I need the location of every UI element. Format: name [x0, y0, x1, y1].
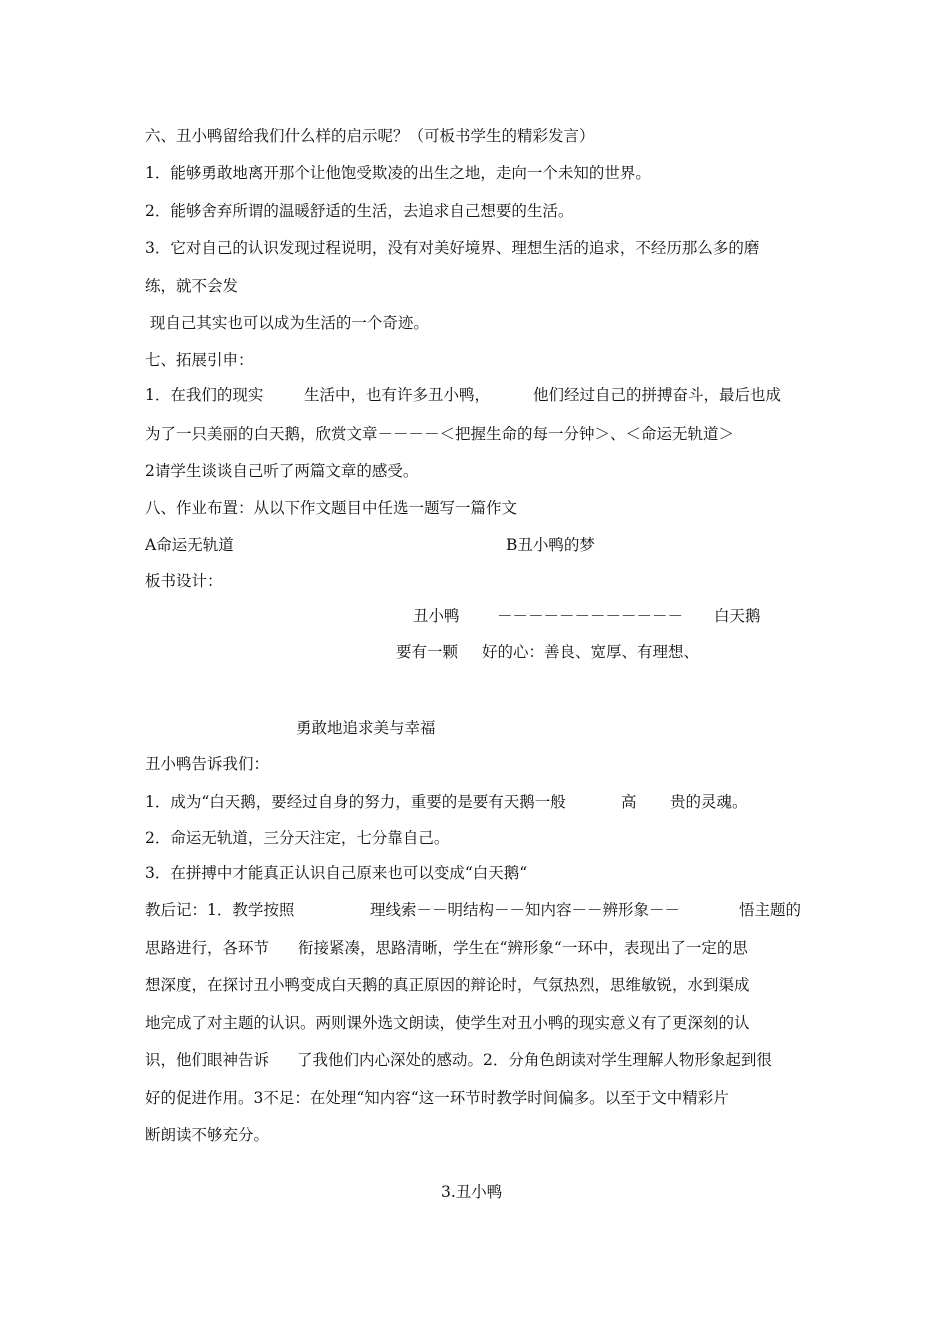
section7-item1-part2: 生活中，也有许多丑小鸭， [304, 386, 491, 404]
section6-item-1: 1．能够勇敢地离开那个让他饱受欺凌的出生之地，走向一个未知的世界。 [145, 164, 651, 182]
board-point2: 2．命运无轨道，三分天注定，七分靠自己。 [145, 829, 450, 847]
section8-heading: 八、作业布置：从以下作文题目中任选一题写一篇作文 [145, 499, 518, 517]
reflection-line5-part2: 了我他们内心深处的感动。2．分角色朗读对学生理解人物形象起到很 [297, 1051, 772, 1069]
board-point1-part2: 高 [621, 793, 637, 811]
section8-option-b: B丑小鸭的梦 [506, 536, 595, 554]
board-tell: 丑小鸭告诉我们： [145, 755, 270, 773]
section6-item-3: 3．它对自己的认识发现过程说明，没有对美好境界、理想生活的追求，不经历那么多的磨 [145, 239, 760, 257]
board-right-term: 白天鹅 [714, 607, 761, 625]
board-point3: 3．在拼搏中才能真正认识自己原来也可以变成“白天鹅“ [145, 864, 528, 882]
board-heart-part1: 要有一颗 [396, 643, 459, 661]
section7-heading: 七、拓展引申： [145, 351, 254, 369]
board-left-term: 丑小鸭 [413, 607, 460, 625]
reflection-line6: 好的促进作用。3不足：在处理“知内容“这一环节时教学时间偏多。以至于文中精彩片 [145, 1089, 729, 1107]
board-point1-part1: 1．成为“白天鹅，要经过自身的努力，重要的是要有天鹅一般 [145, 793, 566, 811]
reflection-line4: 地完成了对主题的认识。两则课外选文朗读，使学生对丑小鸭的现实意义有了更深刻的认 [145, 1014, 750, 1032]
reflection-line3: 想深度，在探讨丑小鸭变成白天鹅的真正原因的辩论时，气氛热烈，思维敏锐，水到渠成 [145, 976, 750, 994]
board-point1-part3: 贵的灵魂。 [670, 793, 748, 811]
section7-item2: 2请学生谈谈自己听了两篇文章的感受。 [145, 462, 419, 480]
reflection-line1-part3: 悟主题的 [739, 901, 802, 919]
board-heading: 板书设计： [145, 572, 223, 590]
reflection-line2-part2: 衔接紧凑，思路清晰，学生在“辨形象“一环中，表现出了一定的思 [298, 939, 748, 957]
board-heart-part2: 好的心：善良、宽厚、有理想、 [482, 643, 700, 661]
section8-option-a: A命运无轨道 [145, 536, 234, 554]
footer-title: 3.丑小鸭 [441, 1183, 503, 1201]
section7-item1-cont: 为了一只美丽的白天鹅，欣赏文章－－－－＜把握生命的每一分钟＞、＜命运无轨道＞ [145, 425, 735, 443]
board-dashes: －－－－－－－－－－－－ [497, 607, 684, 625]
reflection-line1-part2: 理线索－－明结构－－知内容－－辨形象－－ [370, 901, 681, 919]
reflection-line2-part1: 思路进行，各环节 [145, 939, 270, 957]
section6-item-3-cont: 练，就不会发 [145, 277, 239, 295]
section6-heading: 六、丑小鸭留给我们什么样的启示呢？（可板书学生的精彩发言） [145, 127, 595, 145]
section6-item-2: 2．能够舍弃所谓的温暖舒适的生活，去追求自己想要的生活。 [145, 202, 574, 220]
reflection-line5-part1: 识，他们眼神告诉 [145, 1051, 270, 1069]
section7-item1-part3: 他们经过自己的拼搏奋斗，最后也成 [533, 386, 782, 404]
reflection-line7: 断朗读不够充分。 [145, 1126, 270, 1144]
reflection-line1-part1: 教后记：1．教学按照 [145, 901, 295, 919]
section6-item-3-cont2: 现自己其实也可以成为生活的一个奇迹。 [145, 314, 429, 332]
board-pursue: 勇敢地追求美与幸福 [296, 719, 436, 737]
section7-item1-part1: 1．在我们的现实 [145, 386, 264, 404]
